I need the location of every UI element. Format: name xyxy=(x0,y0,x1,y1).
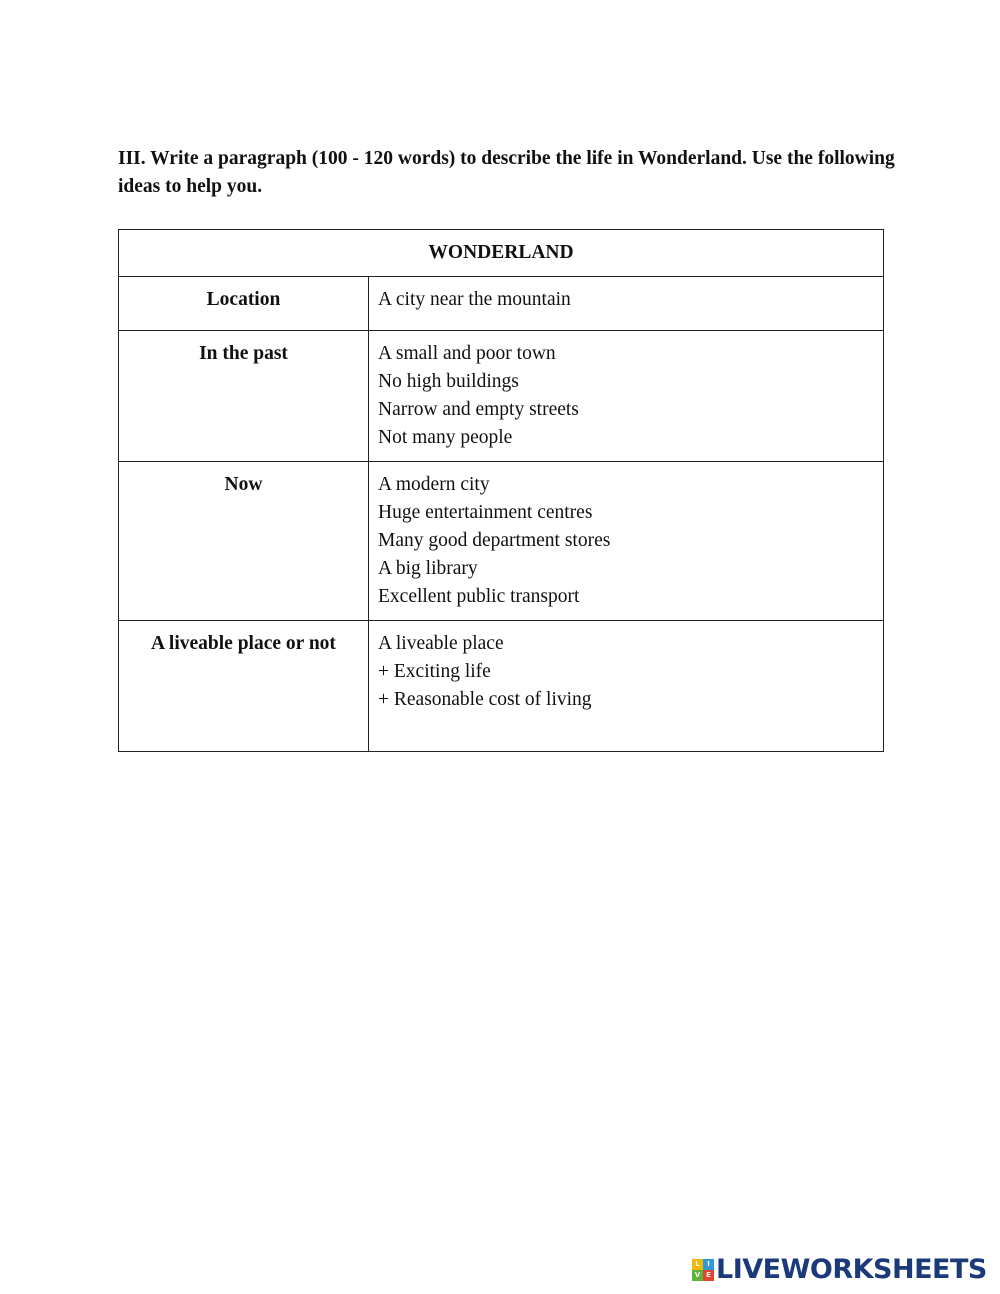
liveworksheets-logo-icon xyxy=(692,1259,714,1281)
idea-line: Many good department stores xyxy=(378,530,611,551)
row-label: Now xyxy=(224,474,263,495)
idea-line: A liveable place xyxy=(378,633,504,654)
idea-line: A city near the mountain xyxy=(378,289,571,310)
table-title-row xyxy=(119,230,884,277)
row-label: Location xyxy=(206,289,281,310)
idea-line: A modern city xyxy=(378,474,490,495)
table-row xyxy=(119,621,884,752)
idea-line: Excellent public transport xyxy=(378,586,580,607)
row-label-cell xyxy=(119,462,369,621)
table-row xyxy=(119,277,884,331)
table-row xyxy=(119,462,884,621)
idea-line: A small and poor town xyxy=(378,343,556,364)
row-content-cell xyxy=(369,462,884,621)
row-content-cell xyxy=(369,331,884,462)
logo-tile-i: I xyxy=(703,1259,714,1270)
liveworksheets-logo[interactable] xyxy=(692,1256,987,1284)
idea-line: Not many people xyxy=(378,427,513,448)
row-label: A liveable place or not xyxy=(151,633,336,654)
logo-text: LIVEWORKSHEETS xyxy=(716,1254,987,1285)
idea-line: + Reasonable cost of living xyxy=(378,689,592,710)
table-title: WONDERLAND xyxy=(119,230,884,277)
row-content-cell xyxy=(369,277,884,331)
idea-line: Narrow and empty streets xyxy=(378,399,579,420)
row-label: In the past xyxy=(199,343,288,364)
logo-tile-e: E xyxy=(703,1270,714,1281)
idea-line: No high buildings xyxy=(378,371,519,392)
row-label-cell xyxy=(119,621,369,752)
table-row xyxy=(119,331,884,462)
logo-tile-v: V xyxy=(692,1270,703,1281)
idea-line: Huge entertainment centres xyxy=(378,502,593,523)
row-content-cell xyxy=(369,621,884,752)
row-label-cell xyxy=(119,331,369,462)
row-label-cell xyxy=(119,277,369,331)
idea-line: + Exciting life xyxy=(378,661,491,682)
exercise-instructions: III. Write a paragraph (100 - 120 words) to describe the life in Wonderland. Use the following ideas to help you. xyxy=(118,148,895,197)
ideas-table xyxy=(118,229,884,752)
idea-line: A big library xyxy=(378,558,478,579)
logo-tile-l: L xyxy=(692,1259,703,1270)
